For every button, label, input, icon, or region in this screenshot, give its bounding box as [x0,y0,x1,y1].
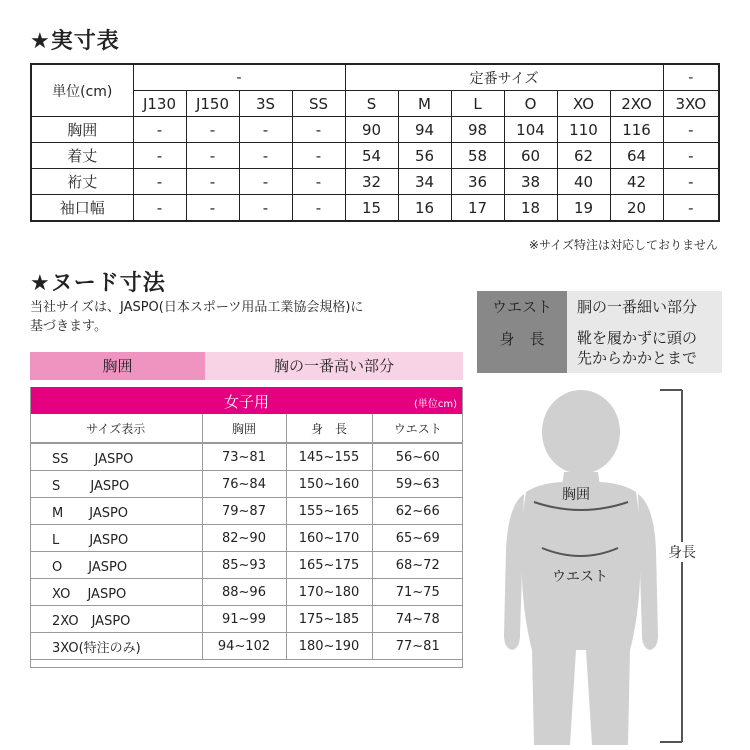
measure-value: - [186,143,239,169]
unit-label: 単位(cm) [31,64,133,117]
intro-line-2: 基づきます。 [30,319,107,334]
measure-label: 裄丈 [31,169,133,195]
measure-label: 袖口幅 [31,195,133,222]
women-table-title: 女子用 [223,393,269,411]
size-header-3: SS [292,91,345,117]
measure-value: 104 [504,117,557,143]
figure-chest-label: 胸囲 [562,487,590,503]
body-figure [480,380,730,750]
table-row [30,471,463,498]
cell-height: 160~170 [286,525,372,552]
cell-waist: 56~60 [372,443,463,471]
measure-value: 15 [345,195,398,222]
measure-value: - [663,143,719,169]
cell-waist: 59~63 [372,471,463,498]
cell-height: 180~190 [286,633,372,660]
group-header-standard: 定番サイズ [345,64,663,91]
measure-value: - [186,195,239,222]
height-def-line-2: 先からかかとまで [577,349,698,367]
measure-value: 42 [610,169,663,195]
waist-def-text: 胴の一番細い部分 [577,298,698,316]
height-def-label: 身 長 [499,330,545,348]
measure-value: 116 [610,117,663,143]
measure-value: 94 [398,117,451,143]
measure-value: 98 [451,117,504,143]
measure-value: - [663,117,719,143]
cell-waist: 65~69 [372,525,463,552]
cell-size: O JASPO [30,552,202,579]
size-header-1: J150 [186,91,239,117]
women-table-column-headers [30,414,463,443]
measure-value: 19 [557,195,610,222]
measure-value: 18 [504,195,557,222]
size-header-2: 3S [239,91,292,117]
figure-waist-label: ウエスト [552,569,608,585]
cell-size: S JASPO [30,471,202,498]
measure-label: 胸囲 [31,117,133,143]
cell-chest: 73~81 [202,443,286,471]
measure-value: - [186,169,239,195]
table-row [30,606,463,633]
cell-chest: 85~93 [202,552,286,579]
chest-definition [30,352,463,380]
women-table-unit: (単位cm) [413,399,457,410]
measure-value: 90 [345,117,398,143]
measure-value: 34 [398,169,451,195]
measure-value: - [292,195,345,222]
measure-row [31,143,719,169]
cell-size: SS JASPO [30,443,202,471]
measure-value: 62 [557,143,610,169]
table-row [30,579,463,606]
cell-height: 170~180 [286,579,372,606]
measure-row [31,117,719,143]
cell-waist: 68~72 [372,552,463,579]
size-note: ※サイズ特注は対応しておりません [528,238,718,252]
cell-size: 2XO JASPO [30,606,202,633]
figure-height-label: 身長 [668,542,696,562]
size-header-8: XO [557,91,610,117]
actual-size-table [30,63,720,222]
size-header-10: 3XO [663,91,719,117]
column-header: ウエスト [372,414,463,443]
group-header-left: - [133,64,345,91]
table-row [30,525,463,552]
measure-value: 56 [398,143,451,169]
measure-value: 40 [557,169,610,195]
measure-value: - [663,195,719,222]
size-header-7: O [504,91,557,117]
size-header-4: S [345,91,398,117]
measure-value: - [133,169,186,195]
cell-size: L JASPO [30,525,202,552]
cell-waist: 77~81 [372,633,463,660]
size-header-0: J130 [133,91,186,117]
cell-height: 150~160 [286,471,372,498]
measure-value: - [186,117,239,143]
measure-value: - [133,117,186,143]
cell-chest: 82~90 [202,525,286,552]
cell-chest: 94~102 [202,633,286,660]
intro-line-1: 当社サイズは、JASPO(日本スポーツ用品工業協会規格)に [30,300,364,315]
measure-value: 64 [610,143,663,169]
measure-value: 32 [345,169,398,195]
table-row [30,498,463,525]
cell-size: 3XO(特注のみ) [30,633,202,660]
chest-def-text: 胸の一番高い部分 [205,352,463,380]
cell-height: 165~175 [286,552,372,579]
table-row [30,443,463,471]
measure-row [31,169,719,195]
nude-size-title: ★ヌード寸法 [30,271,166,296]
measure-value: - [239,195,292,222]
measure-value: - [239,143,292,169]
measure-value: 54 [345,143,398,169]
actual-size-title: ★実寸表 [30,29,120,54]
cell-chest: 79~87 [202,498,286,525]
cell-height: 145~155 [286,443,372,471]
cell-height: 175~185 [286,606,372,633]
women-size-table [30,414,463,660]
measure-value: - [292,169,345,195]
chest-def-label: 胸囲 [30,352,205,380]
measure-value: - [663,169,719,195]
cell-chest: 91~99 [202,606,286,633]
measure-value: - [133,143,186,169]
waist-def-label: ウエスト [491,298,552,316]
cell-height: 155~165 [286,498,372,525]
group-header-right: - [663,64,719,91]
measure-value: - [292,117,345,143]
measure-value: 58 [451,143,504,169]
column-header: 胸囲 [202,414,286,443]
measure-row [31,195,719,222]
cell-waist: 71~75 [372,579,463,606]
measure-value: - [239,117,292,143]
measure-value: 16 [398,195,451,222]
cell-chest: 88~96 [202,579,286,606]
table-row [30,552,463,579]
table-row [30,633,463,660]
cell-size: M JASPO [30,498,202,525]
measure-value: - [292,143,345,169]
height-def-text [577,328,697,368]
size-header-6: L [451,91,504,117]
column-header: サイズ表示 [30,414,202,443]
cell-waist: 62~66 [372,498,463,525]
cell-size: XO JASPO [30,579,202,606]
size-header-5: M [398,91,451,117]
measure-value: - [133,195,186,222]
column-header: 身 長 [286,414,372,443]
cell-chest: 76~84 [202,471,286,498]
measure-value: 36 [451,169,504,195]
cell-waist: 74~78 [372,606,463,633]
measure-label: 着丈 [31,143,133,169]
measure-value: 110 [557,117,610,143]
measure-value: 20 [610,195,663,222]
height-def-line-1: 靴を履かずに頭の [577,329,698,347]
measure-value: 17 [451,195,504,222]
size-header-9: 2XO [610,91,663,117]
measure-value: 60 [504,143,557,169]
nude-intro [30,298,363,336]
measure-value: - [239,169,292,195]
measure-value: 38 [504,169,557,195]
